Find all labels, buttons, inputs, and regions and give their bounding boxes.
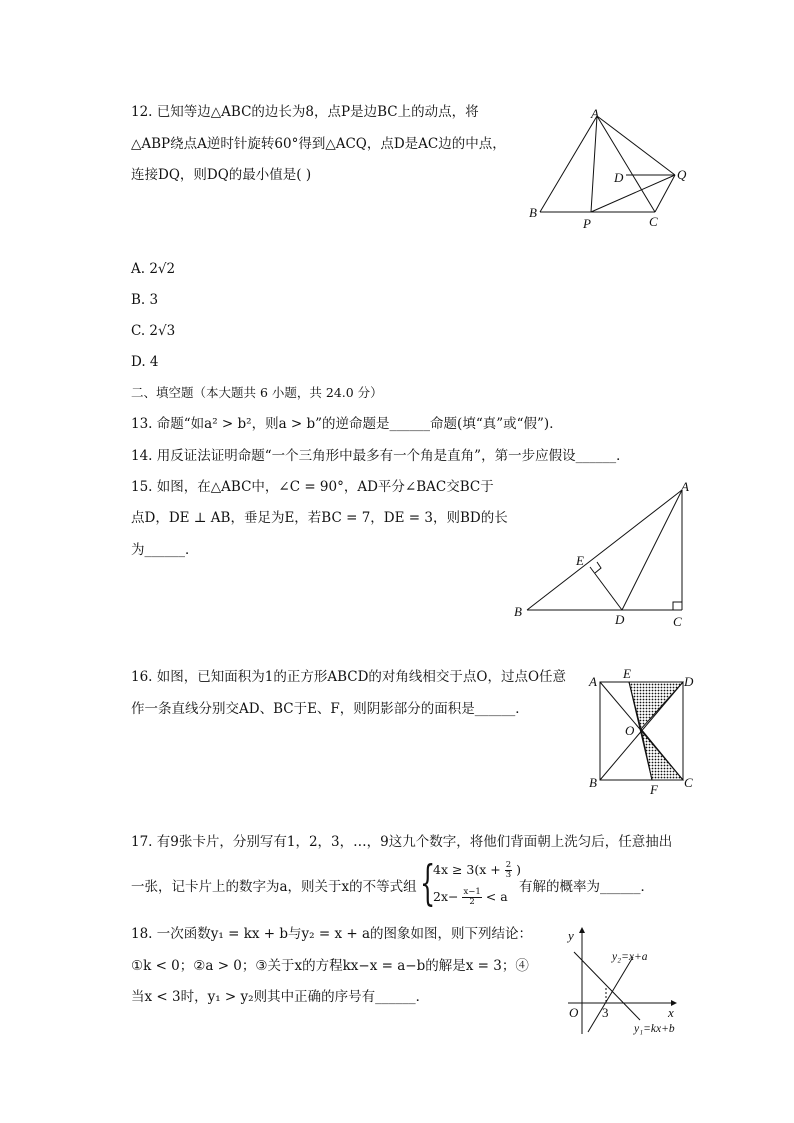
q17-system-brace: { bbox=[420, 855, 436, 911]
q12-choice-a: A. 2√2 bbox=[131, 261, 176, 277]
q16-label-o: O bbox=[625, 723, 635, 738]
q12-choice-c: C. 2√3 bbox=[131, 323, 176, 339]
q18-tick-3: 3 bbox=[602, 1005, 609, 1020]
q18-axis-y-label: y bbox=[568, 928, 574, 943]
q17-ineq2-right: < a bbox=[485, 889, 508, 904]
q15-line2: 点D，DE ⊥ AB，垂足为E，若BC = 7，DE = 3，则BD的长 bbox=[131, 510, 508, 526]
q18-axis-x-label: x bbox=[668, 1005, 674, 1020]
q16-label-d: D bbox=[684, 674, 694, 689]
q12-label-d: D bbox=[614, 170, 624, 185]
q18-line2: ①k < 0；②a > 0；③关于x的方程kx−x = a−b的解是x = 3；④ bbox=[131, 958, 529, 974]
q13-text: 13. 命题“如a² > b²，则a > b”的逆命题是______命题(填“真”或“假”)． bbox=[131, 416, 563, 432]
q17-inequality-1 bbox=[433, 861, 521, 880]
q15-label-d: D bbox=[615, 612, 625, 627]
q18-y2-label: y₂=x+a bbox=[612, 951, 648, 963]
q16-label-e: E bbox=[623, 666, 631, 681]
q14-text: 14. 用反证法证明命题“一个三角形中最多有一个角是直角”，第一步应假设______． bbox=[131, 448, 630, 464]
q17-ineq1-right: ) bbox=[516, 862, 522, 877]
q12-label-q: Q bbox=[677, 167, 687, 182]
q15-line3: 为______． bbox=[131, 542, 199, 558]
q17-ineq2-num: x−1 bbox=[463, 887, 481, 897]
q16-label-a: A bbox=[589, 674, 597, 689]
q15-label-b: B bbox=[514, 604, 522, 619]
q16-figure bbox=[585, 665, 700, 797]
q17-ineq1-num: 2 bbox=[505, 860, 512, 870]
q15-label-c: C bbox=[673, 614, 682, 629]
q17-line2-a: 一张，记卡片上的数字为a，则关于x的不等式组 bbox=[131, 879, 417, 895]
q16-line1: 16. 如图，已知面积为1的正方形ABCD的对角线相交于点O，过点O任意 bbox=[131, 669, 567, 685]
q12-choice-d: D. 4 bbox=[131, 354, 159, 370]
q18-line1: 18. 一次函数y₁ = kx + b与y₂ = x + a的图象如图，则下列结论： bbox=[131, 926, 533, 942]
q12-label-b: B bbox=[529, 205, 537, 220]
q15-figure bbox=[510, 478, 700, 630]
q17-line2-b: 有解的概率为______． bbox=[519, 879, 654, 895]
q16-label-c: C bbox=[684, 775, 693, 790]
q16-line2: 作一条直线分别交AD、BC于E、F，则阴影部分的面积是______． bbox=[131, 701, 529, 717]
q12-line1: 12. 已知等边△ABC的边长为8，点P是边BC上的动点，将 bbox=[131, 104, 479, 120]
q12-label-p: P bbox=[583, 216, 591, 231]
q12-label-c: C bbox=[649, 214, 658, 229]
q18-line3: 当x < 3时，y₁ > y₂则其中正确的序号有______． bbox=[131, 989, 430, 1005]
q15-label-a: A bbox=[681, 479, 689, 494]
q17-ineq2-fraction bbox=[462, 888, 481, 907]
q17-ineq2-left: 2x− bbox=[433, 889, 459, 904]
q17-ineq1-fraction bbox=[505, 861, 512, 880]
q17-inequality-2 bbox=[433, 888, 508, 907]
q12-line2: △ABP绕点A逆时针旋转60°得到△ACQ，点D是AC边的中点， bbox=[131, 136, 506, 152]
q18-figure bbox=[560, 922, 695, 1042]
q16-label-b: B bbox=[589, 775, 597, 790]
q17-ineq1-den: 3 bbox=[505, 870, 512, 880]
q12-figure bbox=[525, 104, 700, 234]
q12-label-a: A bbox=[591, 106, 599, 121]
q17-ineq1-left: 4x ≥ 3(x + bbox=[433, 862, 501, 877]
section-2-header: 二、填空题（本大题共 6 小题，共 24.0 分） bbox=[131, 385, 383, 400]
q16-label-f: F bbox=[650, 782, 658, 797]
q18-origin-label: O bbox=[569, 1005, 579, 1020]
q17-line1: 17. 有9张卡片，分别写有1，2，3，…，9这九个数字，将他们背面朝上洗匀后，任意抽出 bbox=[131, 834, 673, 850]
q17-ineq2-den: 2 bbox=[469, 897, 475, 907]
q18-y1-label: y₁=kx+b bbox=[634, 1023, 675, 1035]
q15-label-e: E bbox=[576, 553, 584, 568]
q15-line1: 15. 如图，在△ABC中，∠C = 90°，AD平分∠BAC交BC于 bbox=[131, 479, 494, 495]
q12-line3: 连接DQ，则DQ的最小值是( ) bbox=[131, 167, 312, 183]
q12-choice-b: B. 3 bbox=[131, 292, 159, 308]
